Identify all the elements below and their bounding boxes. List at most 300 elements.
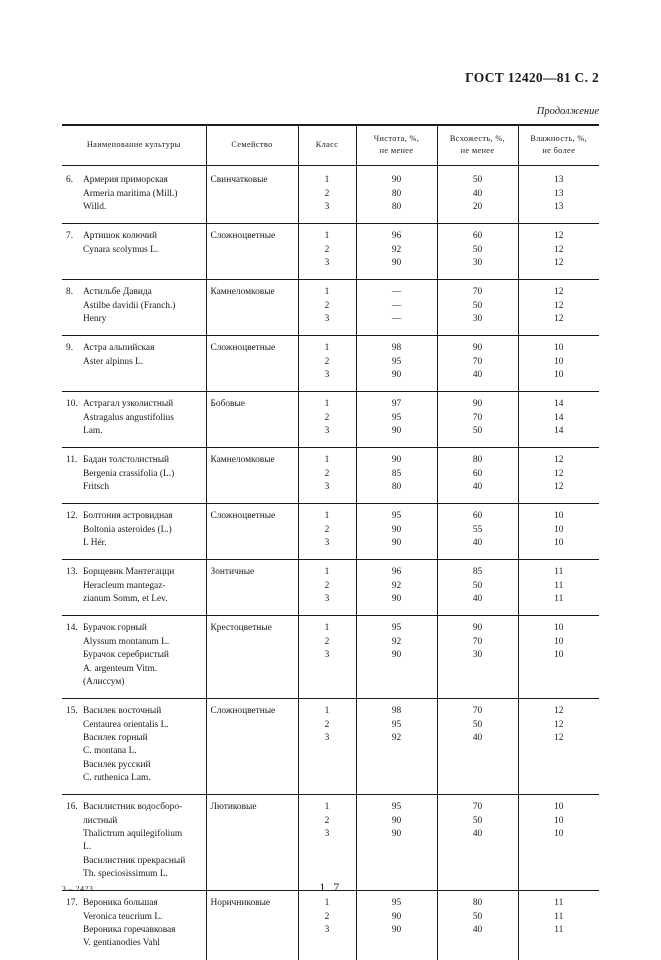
culture-name-line: Астильбе Давида xyxy=(83,287,152,298)
cell-culture-name xyxy=(62,560,206,616)
cell-purity xyxy=(356,891,437,960)
column-header-class-line1: Класс xyxy=(315,140,339,149)
cell-germination-value: 40 xyxy=(472,482,483,493)
cell-class-value: 2 xyxy=(324,911,330,922)
cell-purity xyxy=(356,392,437,448)
culture-name-block xyxy=(66,454,202,494)
cell-purity-value: 90 xyxy=(391,426,402,437)
cell-culture-name xyxy=(62,699,206,795)
culture-name-line: Boltonia asteroides (L.) xyxy=(83,524,172,535)
column-header-moisture xyxy=(518,125,599,166)
cell-purity-value: 90 xyxy=(391,911,402,922)
culture-name-line: Alyssum montanum L. xyxy=(83,636,170,647)
cell-germination-value: 30 xyxy=(472,313,483,324)
cell-germination-value: 50 xyxy=(472,244,483,255)
culture-name-line: L Hér. xyxy=(83,538,107,549)
cell-purity xyxy=(356,224,437,280)
cell-germination-value: 50 xyxy=(472,719,483,730)
row-number: 11. xyxy=(66,455,78,466)
cell-moisture-value: 10 xyxy=(554,538,564,549)
cell-germination-value: 30 xyxy=(472,257,483,268)
cell-class-value: 1 xyxy=(324,802,330,813)
culture-name-line: Вероника большая xyxy=(83,898,158,909)
culture-name-line: Lam. xyxy=(83,426,103,437)
cell-purity xyxy=(356,699,437,795)
row-number: 15. xyxy=(66,706,78,717)
cell-germination-value: 40 xyxy=(472,594,483,605)
culture-name-block xyxy=(66,566,202,606)
table-row xyxy=(62,616,599,699)
cell-germination-value: 20 xyxy=(472,201,483,212)
table-row xyxy=(62,504,599,560)
culture-name-line: Bergenia crassifolia (L.) xyxy=(83,468,175,479)
culture-name-line: Василек русский xyxy=(83,759,151,770)
cell-germination xyxy=(437,168,518,224)
table-row xyxy=(62,699,599,795)
cell-moisture-value: 12 xyxy=(554,732,564,743)
cell-moisture-value: 10 xyxy=(554,815,564,826)
cell-germination xyxy=(437,392,518,448)
column-header-moisture-line1: Влажность, %, xyxy=(530,134,588,143)
culture-name-line: Василек восточный xyxy=(83,706,162,717)
cell-germination-value: 60 xyxy=(472,231,483,242)
cell-moisture-value: 12 xyxy=(554,244,564,255)
row-number: 17. xyxy=(66,898,78,909)
column-header-family xyxy=(206,125,298,166)
culture-name-line: L. xyxy=(83,842,92,853)
cell-purity-value: 95 xyxy=(391,898,402,909)
cell-class-value: 2 xyxy=(324,719,330,730)
cell-purity-value: 98 xyxy=(391,343,402,354)
row-number: 10. xyxy=(66,399,78,410)
culture-name-block xyxy=(66,398,202,438)
cell-class-value: 3 xyxy=(324,732,330,743)
cell-germination-value: 50 xyxy=(472,426,483,437)
cell-purity xyxy=(356,280,437,336)
table-row xyxy=(62,168,599,224)
cell-germination-value: 50 xyxy=(472,911,483,922)
cell-purity-value: 95 xyxy=(391,802,402,813)
cell-purity xyxy=(356,168,437,224)
cell-culture-name xyxy=(62,891,206,960)
cell-class-value: 1 xyxy=(324,898,330,909)
cell-class xyxy=(298,168,356,224)
cell-family: Сложноцветные xyxy=(206,699,298,795)
culture-name-line: Вероника горечавковая xyxy=(83,925,176,935)
cell-purity-value: 90 xyxy=(391,257,402,268)
cell-moisture-value: 13 xyxy=(554,175,564,186)
culture-name-line: Артишок колючий xyxy=(83,231,157,242)
cell-purity-value: 85 xyxy=(391,468,402,479)
cell-culture-name xyxy=(62,448,206,504)
table-body xyxy=(62,168,599,959)
row-number: 14. xyxy=(66,623,78,634)
cell-moisture xyxy=(518,224,599,280)
cell-class xyxy=(298,699,356,795)
cell-purity-value: — xyxy=(391,287,402,298)
cell-class-value: 2 xyxy=(324,815,330,826)
cell-purity-value: 95 xyxy=(391,356,402,367)
culture-name-line: A. argenteum Vitm. xyxy=(83,663,158,674)
table-row xyxy=(62,448,599,504)
table-row xyxy=(62,280,599,336)
cell-class-value: 3 xyxy=(324,426,330,437)
cell-purity xyxy=(356,560,437,616)
culture-name-line: Василистник водосборо- xyxy=(83,802,183,813)
cell-purity-value: 97 xyxy=(391,399,402,410)
cell-moisture xyxy=(518,891,599,960)
cell-family: Лютиковые xyxy=(206,795,298,891)
cell-germination-value: 30 xyxy=(472,650,483,661)
culture-name-line: zianum Somm, et Lev. xyxy=(83,594,168,605)
cell-purity-value: 92 xyxy=(391,636,402,647)
culture-name-line: Henry xyxy=(83,313,107,324)
culture-name-line: Бадан толстолистный xyxy=(83,455,170,466)
cell-purity xyxy=(356,504,437,560)
cell-culture-name xyxy=(62,280,206,336)
cell-class-value: 2 xyxy=(324,468,330,479)
cell-purity-value: — xyxy=(391,300,402,311)
cell-purity-value: 90 xyxy=(391,370,402,380)
cell-germination-value: 40 xyxy=(472,538,483,549)
cell-purity xyxy=(356,336,437,392)
cell-class-value: 2 xyxy=(324,300,330,311)
cell-class-value: 3 xyxy=(324,257,330,268)
cell-purity-value: 92 xyxy=(391,580,402,591)
cell-moisture xyxy=(518,168,599,224)
column-header-name-line1: Наименование культуры xyxy=(86,140,181,149)
table-row xyxy=(62,795,599,891)
cell-class-value: 1 xyxy=(324,455,330,466)
cell-moisture-value: 11 xyxy=(554,594,564,605)
cell-culture-name xyxy=(62,616,206,699)
culture-name-line: Th. speciosissimum L. xyxy=(83,868,168,879)
cell-moisture xyxy=(518,336,599,392)
cell-moisture-value: 12 xyxy=(554,257,564,268)
cell-moisture-value: 10 xyxy=(554,623,564,634)
cell-family: Крестоцветные xyxy=(206,616,298,699)
cell-class-value: 1 xyxy=(324,287,330,298)
culture-name-line: Астра альпийская xyxy=(83,343,155,354)
cell-moisture-value: 12 xyxy=(554,287,564,298)
cell-class-value: 1 xyxy=(324,706,330,717)
cell-germination-value: 50 xyxy=(472,175,483,186)
continuation-label: Продолжение xyxy=(536,106,599,117)
cell-germination-value: 55 xyxy=(472,524,483,535)
cell-moisture xyxy=(518,504,599,560)
cell-germination-value: 50 xyxy=(472,300,483,311)
culture-name-line: C. montana L. xyxy=(83,746,137,757)
cell-moisture-value: 14 xyxy=(554,426,564,437)
cell-germination xyxy=(437,224,518,280)
cell-moisture-value: 10 xyxy=(554,370,564,380)
cell-moisture-value: 10 xyxy=(554,356,564,367)
table-row xyxy=(62,336,599,392)
cell-family: Камнеломковые xyxy=(206,448,298,504)
culture-name-block xyxy=(66,897,202,950)
cell-purity xyxy=(356,616,437,699)
cell-family: Бобовые xyxy=(206,392,298,448)
cell-family: Свинчатковые xyxy=(206,168,298,224)
cell-germination-value: 50 xyxy=(472,580,483,591)
culture-name-block xyxy=(66,705,202,785)
cell-class xyxy=(298,891,356,960)
cell-class xyxy=(298,560,356,616)
cell-moisture-value: 11 xyxy=(554,898,564,909)
cell-purity-value: 90 xyxy=(391,828,402,839)
cell-germination-value: 70 xyxy=(472,356,483,367)
cell-germination-value: 60 xyxy=(472,511,483,522)
cell-germination-value: 70 xyxy=(472,412,483,423)
table-row xyxy=(62,224,599,280)
cell-culture-name xyxy=(62,168,206,224)
column-header-germination-line2: не менее xyxy=(460,146,495,156)
cell-germination-value: 70 xyxy=(472,706,483,717)
cell-class xyxy=(298,795,356,891)
cell-germination-value: 80 xyxy=(472,898,483,909)
cell-germination-value: 90 xyxy=(472,623,483,634)
cell-germination-value: 70 xyxy=(472,802,483,813)
cell-germination-value: 40 xyxy=(472,732,483,743)
cell-germination-value: 70 xyxy=(472,636,483,647)
cell-moisture-value: 13 xyxy=(554,188,564,199)
cell-class-value: 3 xyxy=(324,370,330,380)
culture-name-line: Armeria maritima (Mill.) xyxy=(83,188,178,199)
cell-purity-value: 98 xyxy=(391,706,402,717)
cell-class-value: 3 xyxy=(324,482,330,493)
culture-name-line: Армерия приморская xyxy=(83,175,168,186)
cell-moisture-value: 11 xyxy=(554,567,564,578)
row-number: 9. xyxy=(66,343,74,354)
cell-purity-value: 90 xyxy=(391,594,402,605)
cell-moisture xyxy=(518,392,599,448)
cell-germination xyxy=(437,280,518,336)
culture-name-block xyxy=(66,342,202,369)
cell-purity-value: 90 xyxy=(391,650,402,661)
column-header-name xyxy=(62,125,206,166)
cell-moisture xyxy=(518,280,599,336)
culture-name-block xyxy=(66,174,202,214)
row-number: 8. xyxy=(66,287,74,298)
cell-class-value: 1 xyxy=(324,175,330,186)
table-header xyxy=(62,125,599,168)
cell-moisture-value: 11 xyxy=(554,911,564,922)
cell-moisture-value: 12 xyxy=(554,706,564,717)
cell-class-value: 1 xyxy=(324,343,330,354)
page-number: 1 7 xyxy=(319,880,342,894)
cell-moisture-value: 13 xyxy=(554,201,564,212)
cell-germination-value: 85 xyxy=(472,567,483,578)
cell-culture-name xyxy=(62,224,206,280)
culture-name-line: Борщевик Мантегацци xyxy=(83,567,175,578)
cell-germination-value: 70 xyxy=(472,287,483,298)
cell-moisture-value: 10 xyxy=(554,524,564,535)
cell-family: Камнеломковые xyxy=(206,280,298,336)
cell-purity xyxy=(356,448,437,504)
column-header-class xyxy=(298,125,356,166)
cell-moisture-value: 12 xyxy=(554,455,564,466)
standard-header: ГОСТ 12420—81 С. 2 xyxy=(465,70,599,85)
cell-class-value: 2 xyxy=(324,524,330,535)
cell-germination xyxy=(437,448,518,504)
row-number: 16. xyxy=(66,802,78,813)
cell-culture-name xyxy=(62,392,206,448)
cell-germination xyxy=(437,795,518,891)
cell-purity-value: 90 xyxy=(391,524,402,535)
cell-purity-value: 92 xyxy=(391,244,402,255)
cell-germination xyxy=(437,336,518,392)
cell-purity-value: 80 xyxy=(391,188,402,199)
culture-name-line: Василек горный xyxy=(83,732,148,743)
cell-class-value: 1 xyxy=(324,399,330,410)
cell-germination-value: 50 xyxy=(472,815,483,826)
cell-germination-value: 90 xyxy=(472,399,483,410)
cell-class-value: 3 xyxy=(324,538,330,549)
printing-signature: 3 – 2423 xyxy=(62,884,94,893)
cell-class-value: 2 xyxy=(324,412,330,423)
cell-germination-value: 40 xyxy=(472,188,483,199)
column-header-purity-line1: Чистота, %, xyxy=(373,134,420,143)
cell-moisture-value: 14 xyxy=(554,412,564,423)
cell-purity-value: 95 xyxy=(391,412,402,423)
culture-name-line: Astilbe davidii (Franch.) xyxy=(83,300,176,311)
cell-class xyxy=(298,224,356,280)
cell-moisture-value: 12 xyxy=(554,719,564,730)
table-row xyxy=(62,392,599,448)
cell-purity xyxy=(356,795,437,891)
column-header-purity xyxy=(356,125,437,166)
culture-name-line: Бурачок горный xyxy=(83,623,147,634)
cell-moisture xyxy=(518,616,599,699)
cell-germination-value: 40 xyxy=(472,828,483,839)
cell-germination xyxy=(437,699,518,795)
cell-culture-name xyxy=(62,336,206,392)
culture-name-line: Бурачок серебристый xyxy=(83,650,169,661)
cell-class-value: 2 xyxy=(324,188,330,199)
cell-class xyxy=(298,504,356,560)
cell-purity-value: 90 xyxy=(391,925,402,935)
cell-germination-value: 90 xyxy=(472,343,483,354)
culture-name-line: Fritsch xyxy=(83,482,110,493)
cell-purity-value: 92 xyxy=(391,732,402,743)
row-number: 12. xyxy=(66,511,78,522)
cell-germination-value: 40 xyxy=(472,370,483,380)
culture-name-block xyxy=(66,801,202,881)
cell-moisture-value: 12 xyxy=(554,231,564,242)
cell-moisture-value: 11 xyxy=(554,925,564,935)
cell-germination xyxy=(437,891,518,960)
cell-moisture-value: 11 xyxy=(554,580,564,591)
cell-class-value: 1 xyxy=(324,511,330,522)
cell-purity-value: 95 xyxy=(391,511,402,522)
column-header-germination-line1: Всхожесть, %, xyxy=(449,134,506,143)
cell-purity-value: 96 xyxy=(391,567,402,578)
cell-moisture-value: 12 xyxy=(554,313,564,324)
culture-name-line: Centaurea orientalis L. xyxy=(83,719,169,730)
cell-purity-value: 80 xyxy=(391,201,402,212)
cell-class xyxy=(298,336,356,392)
cell-class-value: 1 xyxy=(324,231,330,242)
column-header-purity-line2: не менее xyxy=(379,146,414,156)
cell-germination-value: 80 xyxy=(472,455,483,466)
culture-name-line: Aster alpinus L. xyxy=(83,356,144,367)
culture-name-line: Astragalus angustifolius xyxy=(83,412,174,423)
cell-purity-value: 96 xyxy=(391,231,402,242)
culture-name-line: V. gentianodies Vahl xyxy=(83,938,160,949)
cell-class-value: 1 xyxy=(324,623,330,634)
cell-moisture-value: 12 xyxy=(554,468,564,479)
cell-class-value: 3 xyxy=(324,650,330,661)
cell-germination-value: 60 xyxy=(472,468,483,479)
cell-class-value: 2 xyxy=(324,244,330,255)
cell-moisture xyxy=(518,560,599,616)
culture-name-line: C. ruthenica Lam. xyxy=(83,772,151,783)
cell-germination xyxy=(437,560,518,616)
seed-quality-table xyxy=(62,124,599,960)
cell-class-value: 3 xyxy=(324,201,330,212)
cell-class xyxy=(298,616,356,699)
row-number: 7. xyxy=(66,231,74,242)
cell-moisture-value: 10 xyxy=(554,650,564,661)
cell-purity-value: 80 xyxy=(391,482,402,493)
cell-class-value: 3 xyxy=(324,828,330,839)
cell-moisture-value: 10 xyxy=(554,828,564,839)
cell-moisture xyxy=(518,795,599,891)
culture-name-line: Veronica teucrium L. xyxy=(83,911,163,922)
culture-name-line: Астрагал узколистный xyxy=(83,399,174,410)
cell-purity-value: 90 xyxy=(391,455,402,466)
culture-name-block xyxy=(66,230,202,257)
cell-purity-value: 95 xyxy=(391,623,402,634)
cell-class-value: 2 xyxy=(324,636,330,647)
cell-moisture-value: 10 xyxy=(554,636,564,647)
cell-moisture-value: 12 xyxy=(554,482,564,493)
cell-family: Сложноцветные xyxy=(206,504,298,560)
cell-purity-value: 90 xyxy=(391,538,402,549)
cell-class-value: 3 xyxy=(324,925,330,935)
culture-name-line: Cynara scolymus L. xyxy=(83,244,159,255)
cell-family: Сложноцветные xyxy=(206,224,298,280)
culture-name-line: Willd. xyxy=(83,201,107,212)
column-header-family-line1: Семейство xyxy=(231,140,273,149)
row-number: 6. xyxy=(66,175,74,186)
cell-germination xyxy=(437,616,518,699)
culture-name-block xyxy=(66,510,202,550)
cell-class xyxy=(298,448,356,504)
cell-class-value: 2 xyxy=(324,580,330,591)
cell-moisture-value: 10 xyxy=(554,343,564,354)
cell-class-value: 3 xyxy=(324,594,330,605)
cell-moisture xyxy=(518,699,599,795)
cell-class xyxy=(298,280,356,336)
cell-culture-name xyxy=(62,795,206,891)
table-row xyxy=(62,891,599,960)
column-header-moisture-line2: не более xyxy=(542,146,576,156)
row-number: 13. xyxy=(66,567,78,578)
culture-name-line: Василистник прекрасный xyxy=(83,855,186,866)
culture-name-line: Thalictrum aquilegifolium xyxy=(83,828,183,839)
cell-purity-value: 90 xyxy=(391,815,402,826)
cell-moisture-value: 12 xyxy=(554,300,564,311)
cell-moisture-value: 10 xyxy=(554,511,564,522)
cell-purity-value: — xyxy=(391,313,402,324)
culture-name-line: Heracleum mantegaz- xyxy=(83,580,166,591)
cell-family: Норичниковые xyxy=(206,891,298,960)
cell-class-value: 3 xyxy=(324,313,330,324)
culture-name-line: листный xyxy=(83,815,118,826)
table-row xyxy=(62,560,599,616)
cell-class-value: 2 xyxy=(324,356,330,367)
